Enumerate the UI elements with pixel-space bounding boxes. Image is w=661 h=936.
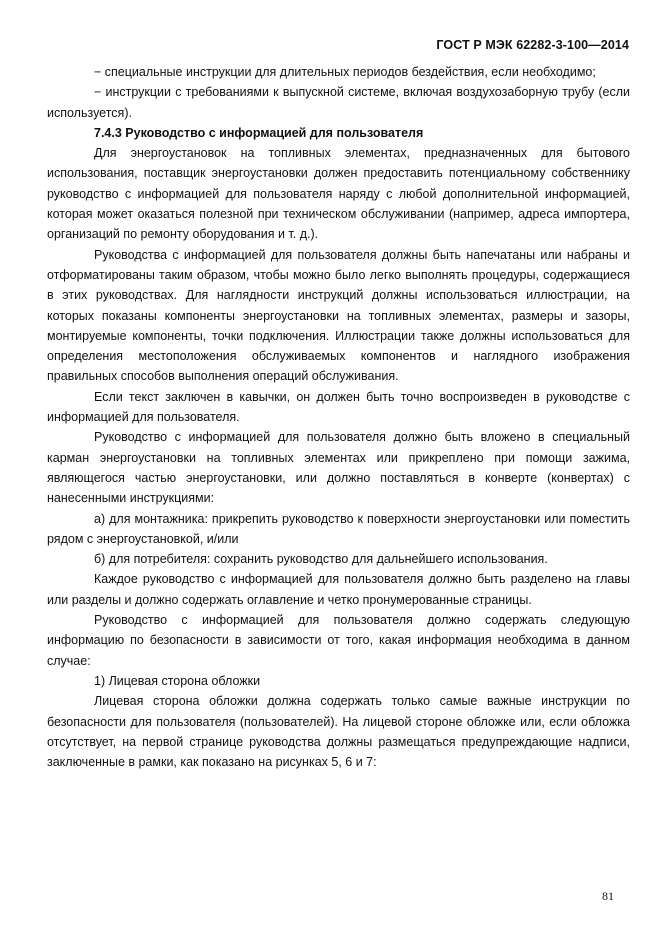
list-item-exhaust-instructions: − инструкции с требованиями к выпускной системе, включая воздухозаборную трубу (если используется). xyxy=(47,85,630,120)
standard-header: ГОСТ Р МЭК 62282-3-100—2014 xyxy=(436,38,629,52)
paragraph: Лицевая сторона обложки должна содержать только самые важные инструкции по безопасности для пользователя (пользователей). На лицевой стороне обложке или, если обложка отсутствует, на первой странице руководства должны размещаться предупреждающие надписи, заключенные в рамки, как показано на рисунках 5, 6 и 7: xyxy=(47,694,630,770)
page-number: 81 xyxy=(602,889,614,903)
list-item-front-cover: 1) Лицевая сторона обложки xyxy=(94,673,261,688)
paragraph: Каждое руководство с информацией для пользователя должно быть разделено на главы или разделы и должно содержать оглавление и четко пронумерованные страницы. xyxy=(47,572,630,607)
paragraph: Руководства с информацией для пользователя должны быть напечатаны или набраны и отформатированы таким образом, чтобы можно было легко выполнять процедуры, содержащиеся в этих руководствах. Для наглядности инструкций должны использоваться иллюстрации, на которых показаны компоненты энергоустановки на топливных элементах, размеры и зазоры, монтируемые компоненты, точки подключения. Иллюстрации также должны использоваться для определения местоположения обслуживаемых компонентов и наглядного изображения правильных способов выполнения операций обслуживания. xyxy=(47,247,630,384)
list-item-special-instructions: − специальные инструкции для длительных периодов бездействия, если необходимо; xyxy=(94,65,596,79)
list-item-consumer: б) для потребителя: сохранить руководство для дальнейшего использования. xyxy=(94,552,548,567)
body-text xyxy=(47,62,630,772)
paragraph: Для энергоустановок на топливных элементах, предназначенных для бытового использования, поставщик энергоустановки должен предоставить потенциальному собственнику руководство с информацией для пользователя наряду с любой дополнительной информацией, которая может оказаться полезной при техническом обслуживании (например, адреса импортера, организаций по ремонту оборудования и т. д.). xyxy=(47,146,630,242)
paragraph: Руководство с информацией для пользователя должно быть вложено в специальный карман энергоустановки на топливных элементах или прикреплено при помощи зажима, являющегося частью энергоустановки, или должно поставляться в конверте (конвертах) с нанесенными инструкциями: xyxy=(47,430,630,506)
list-item-installer: а) для монтажника: прикрепить руководство к поверхности энергоустановки или поместить рядом с энергоустановкой, и/или xyxy=(47,511,630,546)
paragraph: Руководство с информацией для пользователя должно содержать следующую информацию по безопасности в зависимости от того, какая информация необходима в данном случае: xyxy=(47,613,630,668)
paragraph: Если текст заключен в кавычки, он должен быть точно воспроизведен в руководстве с информацией для пользователя. xyxy=(47,389,630,425)
section-heading: 7.4.3 Руководство с информацией для пользователя xyxy=(94,125,424,140)
